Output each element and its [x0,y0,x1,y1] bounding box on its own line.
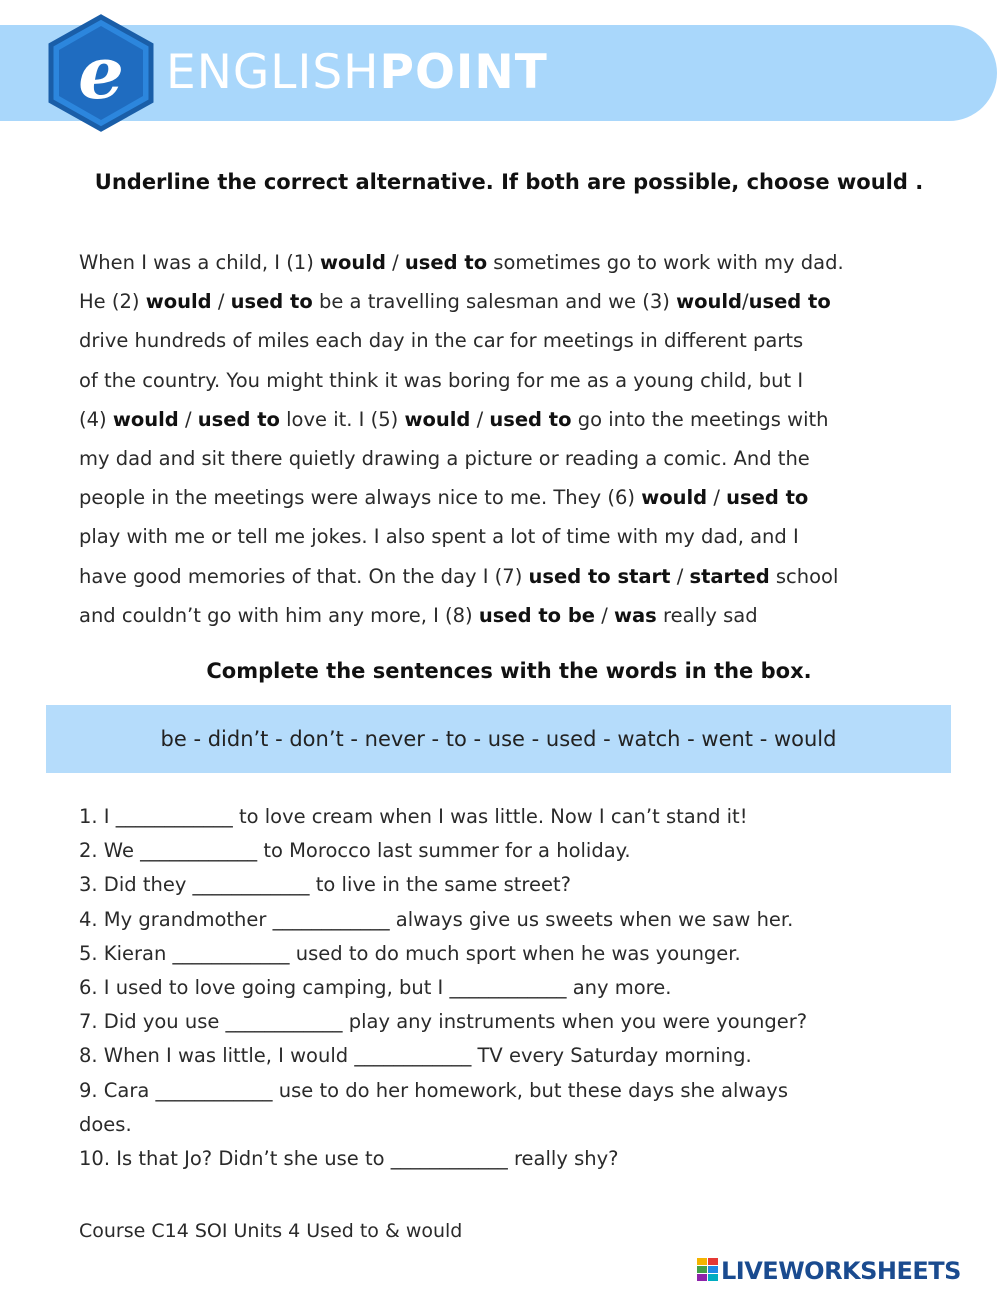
sentence-item: 7. Did you use ____________ play any instruments when you were younger? [79,1010,808,1034]
brand-name-light: ENGLISH [166,45,380,100]
answer-option[interactable]: used to [489,407,572,431]
paragraph-text: drive hundreds of miles each day in the car for meetings in different parts [79,329,804,353]
answer-option[interactable]: would [145,290,212,314]
answer-option[interactable]: was [614,603,657,627]
word-box: be - didn’t - don’t - never - to - use - used - watch - went - would [46,705,951,773]
answer-option[interactable]: used to [404,251,488,274]
paragraph-text: have good memories of that. On the day I (7) [79,564,529,588]
exercise2-instruction: Complete the sentences with the words in the box. [206,659,812,683]
paragraph-text: go into the meetings with [571,407,829,431]
sentence-item: 4. My grandmother ____________ always give us sweets when we saw her. [79,907,794,931]
paragraph-text: / [178,407,198,431]
paragraph-line [79,517,939,556]
paragraph-text: school [769,564,839,588]
answer-option[interactable]: used to [726,486,809,510]
paragraph-text: / [707,486,727,510]
answer-option[interactable]: would [676,290,743,314]
answer-option[interactable]: used to [197,407,280,431]
exercise1-instruction: Underline the correct alternative. If both are possible, choose would . [94,170,924,194]
sentence-item: 9. Cara ____________ use to do her homework, but these days she always [79,1078,789,1102]
paragraph-line [79,439,939,478]
paragraph-text: people in the meetings were always nice to me. They (6) [79,486,642,510]
sentence-item: does. [79,1112,132,1136]
paragraph-text: / [670,564,690,588]
paragraph-text: He (2) [79,290,146,314]
paragraph-text: play with me or tell me jokes. I also spent a lot of time with my dad, and I [79,525,799,549]
paragraph-line [79,557,939,596]
paragraph-line [79,596,939,635]
paragraph-text: When I was a child, I (1) [79,251,321,274]
sentence-item: 1. I ____________ to love cream when I was little. Now I can’t stand it! [79,805,748,828]
brand-name-bold: POINT [379,45,548,100]
exercise2-sentences [79,800,959,1176]
paragraph-text: be a travelling salesman and we (3) [312,290,677,314]
paragraph-line [79,243,939,282]
paragraph-text: / [470,407,490,431]
paragraph-line [79,282,939,321]
paragraph-text: my dad and sit there quietly drawing a picture or reading a comic. And the [79,447,810,471]
svg-text:e: e [78,30,124,115]
answer-option[interactable]: would [112,407,179,431]
course-label: Course C14 SOI Units 4 Used to & would [79,1220,463,1242]
paragraph-text: of the country. You might think it was boring for me as a young child, but I [79,368,804,392]
sentence-item: 2. We ____________ to Morocco last summer for a holiday. [79,839,631,863]
answer-option[interactable]: used to start [528,564,671,588]
liveworksheets-wordmark: LIVEWORKSHEETS [721,1257,961,1285]
paragraph-text: really sad [656,603,758,627]
sentence-item: 6. I used to love going camping, but I ____________ any more. [79,976,672,1000]
liveworksheets-cubes-icon [697,1258,719,1282]
paragraph-line [79,478,939,517]
answer-option[interactable]: used to [230,290,313,314]
exercise1-paragraph [79,243,939,635]
answer-option[interactable]: used to [748,290,831,314]
paragraph-text: (4) [79,407,113,431]
answer-option[interactable]: would [641,486,708,510]
answer-option[interactable]: would [404,407,471,431]
paragraph-text: / [742,290,749,314]
sentence-item: 10. Is that Jo? Didn’t she use to ____________ really shy? [79,1147,619,1171]
paragraph-line [79,400,939,439]
englishpoint-logo-icon [46,14,156,132]
paragraph-text: / [595,603,614,627]
answer-option[interactable]: used to be [478,603,596,627]
brand-name [166,44,548,102]
sentence-item: 8. When I was little, I would ____________ TV every Saturday morning. [79,1044,752,1068]
paragraph-text: and couldn’t go with him any more, I (8) [79,603,479,627]
paragraph-text: sometimes go to work with my dad. [487,251,844,274]
paragraph-line [79,361,939,400]
sentence-item: 5. Kieran ____________ used to do much sport when he was younger. [79,941,741,965]
sentence-item: 3. Did they ____________ to live in the same street? [79,873,571,897]
answer-option[interactable]: would [320,251,386,274]
paragraph-text: love it. I (5) [279,407,405,431]
paragraph-text: / [385,251,405,274]
paragraph-line [79,321,939,360]
paragraph-text: / [211,290,231,314]
answer-option[interactable]: started [689,564,770,588]
